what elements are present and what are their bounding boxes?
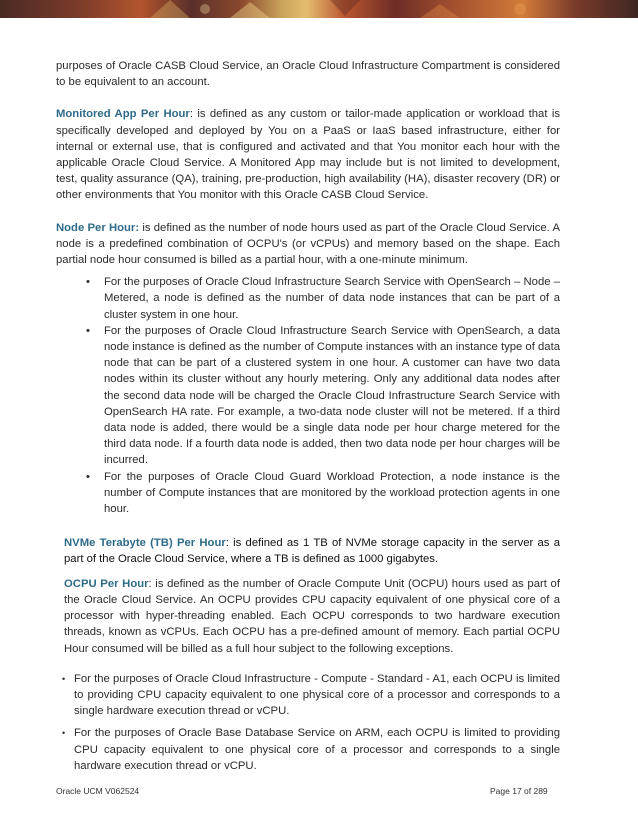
nvme-text: : is defined as 1 TB of NVMe storage capacity in the server as a part of the Oracle Cloud Service, where a TB is defined as 1000 gigabytes. [64,537,560,566]
decorative-pattern-banner [0,0,638,18]
node-definition [56,220,560,269]
nvme-definition [56,535,560,567]
bullet-icon: • [62,728,66,739]
footer-page-number: Page 17 of 289 [490,786,548,796]
bullet-icon: • [86,324,90,337]
list-item: • For the purposes of Oracle Base Database Service on ARM, each OCPU is limited to providing CPU capacity equivalent to one physical core of a processor and corresponds to a single hardware execution thread or vCPU. [62,727,560,772]
list-item: • For the purposes of Oracle Cloud Infrastructure Search Service with OpenSearch, a data node instance is defined as the number of Compute instances with an instance type of data node that can be part of a clustered system in one hour. A customer can have two data nodes within its cluster without any hourly metering. Only any additional data nodes after the second data node will be charged the Oracle Cloud Infrastructure Search Service with OpenSearch HA rate. For example, a two-data node cluster will not be metered. If a third data node is added, there would be a single data node per hour charge metered for the third data node. If a fourth data node is added, then two data node per hour charges will be incurred. [86,324,560,467]
intro-paragraph: purposes of Oracle CASB Cloud Service, an Oracle Cloud Infrastructure Compartment is considered to be equivalent to an account. [56,60,560,89]
ocpu-term: OCPU Per Hour [64,577,149,590]
ocpu-text: : is defined as the number of Oracle Compute Unit (OCPU) hours used as part of the Oracle Cloud Service. An OCPU provides CPU capacity equivalent of one physical core of a processor with hyper-threading enabled. Each OCPU corresponds to two hardware execution threads, known as vCPUs. Each OCPU has a pre-defined amount of memory. Each partial OCPU Hour consumed will be billed as a full hour subject to the following exceptions. [64,577,560,655]
ocpu-definition [56,576,560,657]
list-item: • For the purposes of Oracle Cloud Infrastructure - Compute - Standard - A1, each OCPU is limited to providing CPU capacity equivalent to one physical core of a processor and corresponds to a single hardware execution thread or vCPU. [62,672,560,718]
node-bullet-list [56,274,560,517]
node-term: Node Per Hour: [56,221,140,234]
bullet-icon: • [86,276,90,289]
node-text: is defined as the number of node hours used as part of the Oracle Cloud Service. A node is a predefined combination of OCPU's (or vCPUs) and memory based on the shape. Each partial node hour consumed is billed as a partial hour, with a one-minute minimum. [56,221,560,267]
bullet-icon: • [86,470,90,483]
monitored-app-term: Monitored App Per Hour [56,108,190,121]
footer-doc-id: Oracle UCM V062524 [56,786,140,796]
document-body [56,58,560,780]
bullet-icon: • [62,673,66,684]
ocpu-bullet-list [56,671,560,774]
list-item: • For the purposes of Oracle Cloud Guard Workload Protection, a node instance is the number of Compute instances that are monitored by the workload protection agents in one hour. [86,470,560,516]
monitored-app-text: : is defined as any custom or tailor-made application or workload that is specifically developed and deployed by You on a PaaS or IaaS based infrastructure, either for internal or external use, that is configured and activated and that You monitor each hour with the applicable Oracle Cloud Service. A Monitored App may include but is not limited to development, test, quality assurance (QA), training, pre-production, high availability (HA), disaster recovery (DR) or other environments that You monitor with this Oracle CASB Cloud Service. [56,108,560,202]
monitored-app-definition [56,106,560,203]
header-banner [0,0,638,18]
nvme-term: NVMe Terabyte (TB) Per Hour [64,537,226,550]
list-item: • For the purposes of Oracle Cloud Infrastructure Search Service with OpenSearch – Node – Metered, a node is defined as the number of data node instances that can be part of a cluster system in one hour. [86,276,560,321]
